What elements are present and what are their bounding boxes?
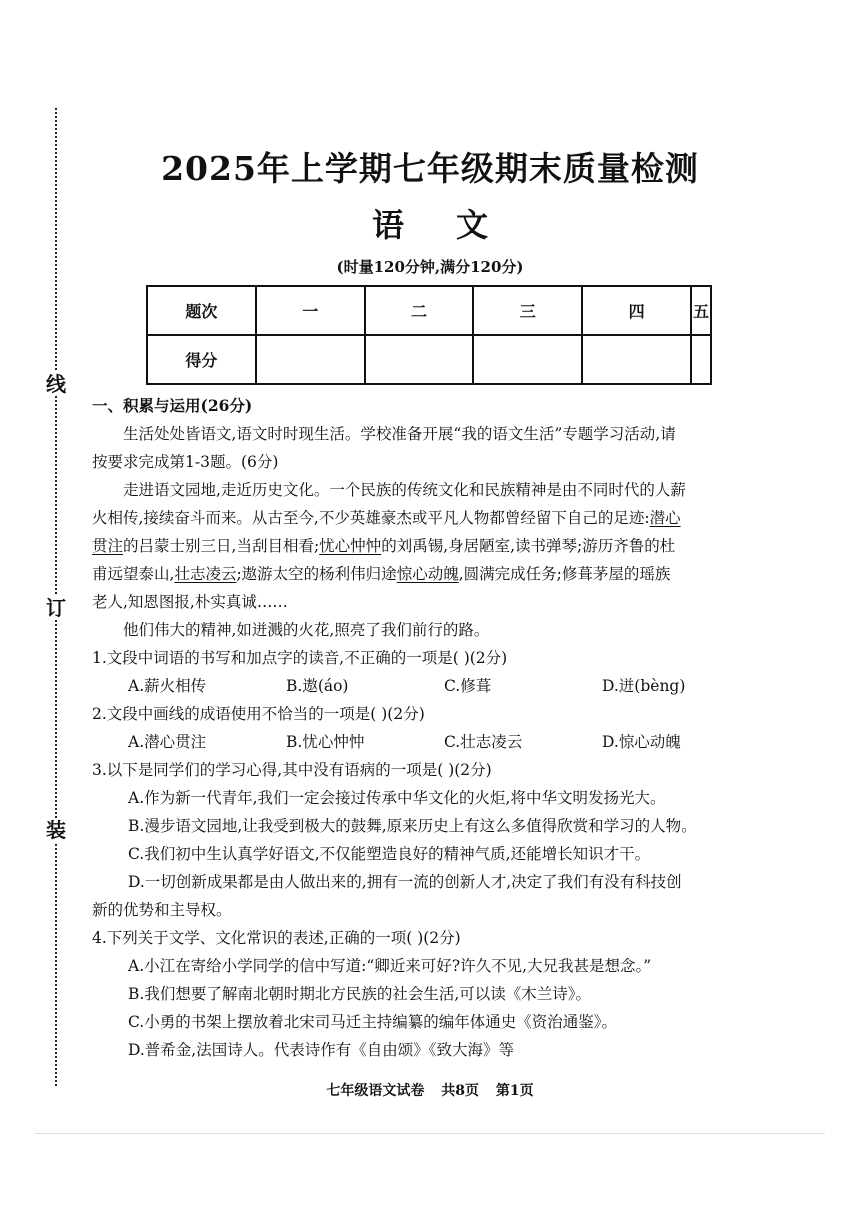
binding-label-stitch: 装 xyxy=(46,818,66,842)
option-c: C.修葺 xyxy=(444,677,492,695)
score-table-score-row xyxy=(147,335,711,384)
row-label-question: 题次 xyxy=(147,286,256,335)
passage-closing: 他们伟大的精神,如迸溅的火花,照亮了我们前行的路。 xyxy=(123,621,490,639)
passage-line: 甫远望泰山,壮志凌云;遨游太空的杨利伟归途惊心动魄,圆满完成任务;修葺茅屋的瑶族 xyxy=(92,565,671,583)
passage-line: 老人,知恩图报,朴实真诚…… xyxy=(92,593,288,611)
exam-title: 2025年上学期七年级期末质量检测 xyxy=(161,149,699,188)
option-d-continued: 新的优势和主导权。 xyxy=(92,901,232,919)
footer-total-pages: 共8页 xyxy=(441,1083,479,1099)
score-table-header-row xyxy=(147,286,711,335)
passage-line: 走进语文园地,走近历史文化。一个民族的传统文化和民族精神是由不同时代的人薪 xyxy=(123,481,686,499)
section-intro: 生活处处皆语文,语文时时现生活。学校准备开展“我的语文生活”专题学习活动,请 xyxy=(123,425,676,443)
column-header: 四 xyxy=(582,286,691,335)
score-cell[interactable] xyxy=(582,335,691,384)
question-stem: 1.文段中词语的书写和加点字的读音,不正确的一项是( )(2分) xyxy=(92,649,508,667)
option-c: C.小勇的书架上摆放着北宋司马迁主持编纂的编年体通史《资治通鉴》。 xyxy=(128,1013,617,1031)
column-header: 三 xyxy=(473,286,582,335)
page-footer xyxy=(0,1080,860,1100)
option-d: D.惊心动魄 xyxy=(602,733,681,751)
option-a: A.潜心贯注 xyxy=(128,733,207,751)
binding-label-bind: 订 xyxy=(46,596,66,620)
option-c: C.我们初中生认真学好语文,不仅能塑造良好的精神气质,还能增长知识才干。 xyxy=(128,845,651,863)
exam-content xyxy=(92,392,792,1064)
question-stem: 2.文段中画线的成语使用不恰当的一项是( )(2分) xyxy=(92,705,425,723)
section-heading: 一、积累与运用(26分) xyxy=(92,396,253,415)
score-table xyxy=(146,285,712,385)
question-stem: 4.下列关于文学、文化常识的表述,正确的一项( )(2分) xyxy=(92,929,461,947)
bottom-divider xyxy=(35,1133,825,1134)
score-cell[interactable] xyxy=(473,335,582,384)
footer-subject: 七年级语文试卷 xyxy=(326,1083,425,1099)
option-c: C.壮志凌云 xyxy=(444,733,523,751)
option-a: A.小江在寄给小学同学的信中写道:“卿近来可好?许久不见,大兄我甚是想念。” xyxy=(128,957,652,975)
option-b: B.遨(áo) xyxy=(286,677,349,695)
exam-subject: 语文 xyxy=(371,206,540,244)
score-cell[interactable] xyxy=(691,335,711,384)
option-b: B.忧心忡忡 xyxy=(286,733,365,751)
option-b: B.我们想要了解南北朝时期北方民族的社会生活,可以读《木兰诗》。 xyxy=(128,985,591,1003)
question-stem: 3.以下是同学们的学习心得,其中没有语病的一项是( )(2分) xyxy=(92,761,492,779)
score-cell[interactable] xyxy=(256,335,365,384)
option-d: D.迸(bèng) xyxy=(602,677,686,695)
option-a: A.薪火相传 xyxy=(128,677,207,695)
section-intro: 按要求完成第1-3题。(6分) xyxy=(92,453,279,471)
option-row xyxy=(92,728,792,756)
binding-label-line: 线 xyxy=(46,372,66,396)
score-cell[interactable] xyxy=(365,335,474,384)
passage-line: 火相传,接续奋斗而来。从古至今,不少英雄豪杰或平凡人物都曾经留下自己的足迹:潜心 xyxy=(92,509,681,527)
column-header: 五 xyxy=(691,286,711,335)
option-d: D.一切创新成果都是由人做出来的,拥有一流的创新人才,决定了我们有没有科技创 xyxy=(128,873,682,891)
option-row xyxy=(92,672,792,700)
row-label-score: 得分 xyxy=(147,335,256,384)
time-note: (时量120分钟,满分120分) xyxy=(336,258,524,276)
passage-line: 贯注的吕蒙士别三日,当刮目相看;忧心忡忡的刘禹锡,身居陋室,读书弹琴;游历齐鲁的杜 xyxy=(92,537,676,555)
option-d: D.普希金,法国诗人。代表诗作有《自由颂》《致大海》等 xyxy=(128,1041,514,1059)
column-header: 一 xyxy=(256,286,365,335)
column-header: 二 xyxy=(365,286,474,335)
footer-page-number: 第1页 xyxy=(495,1083,534,1099)
option-b: B.漫步语文园地,让我受到极大的鼓舞,原来历史上有这么多值得欣赏和学习的人物。 xyxy=(128,817,697,835)
option-a: A.作为新一代青年,我们一定会接过传承中华文化的火炬,将中华文明发扬光大。 xyxy=(128,789,666,807)
